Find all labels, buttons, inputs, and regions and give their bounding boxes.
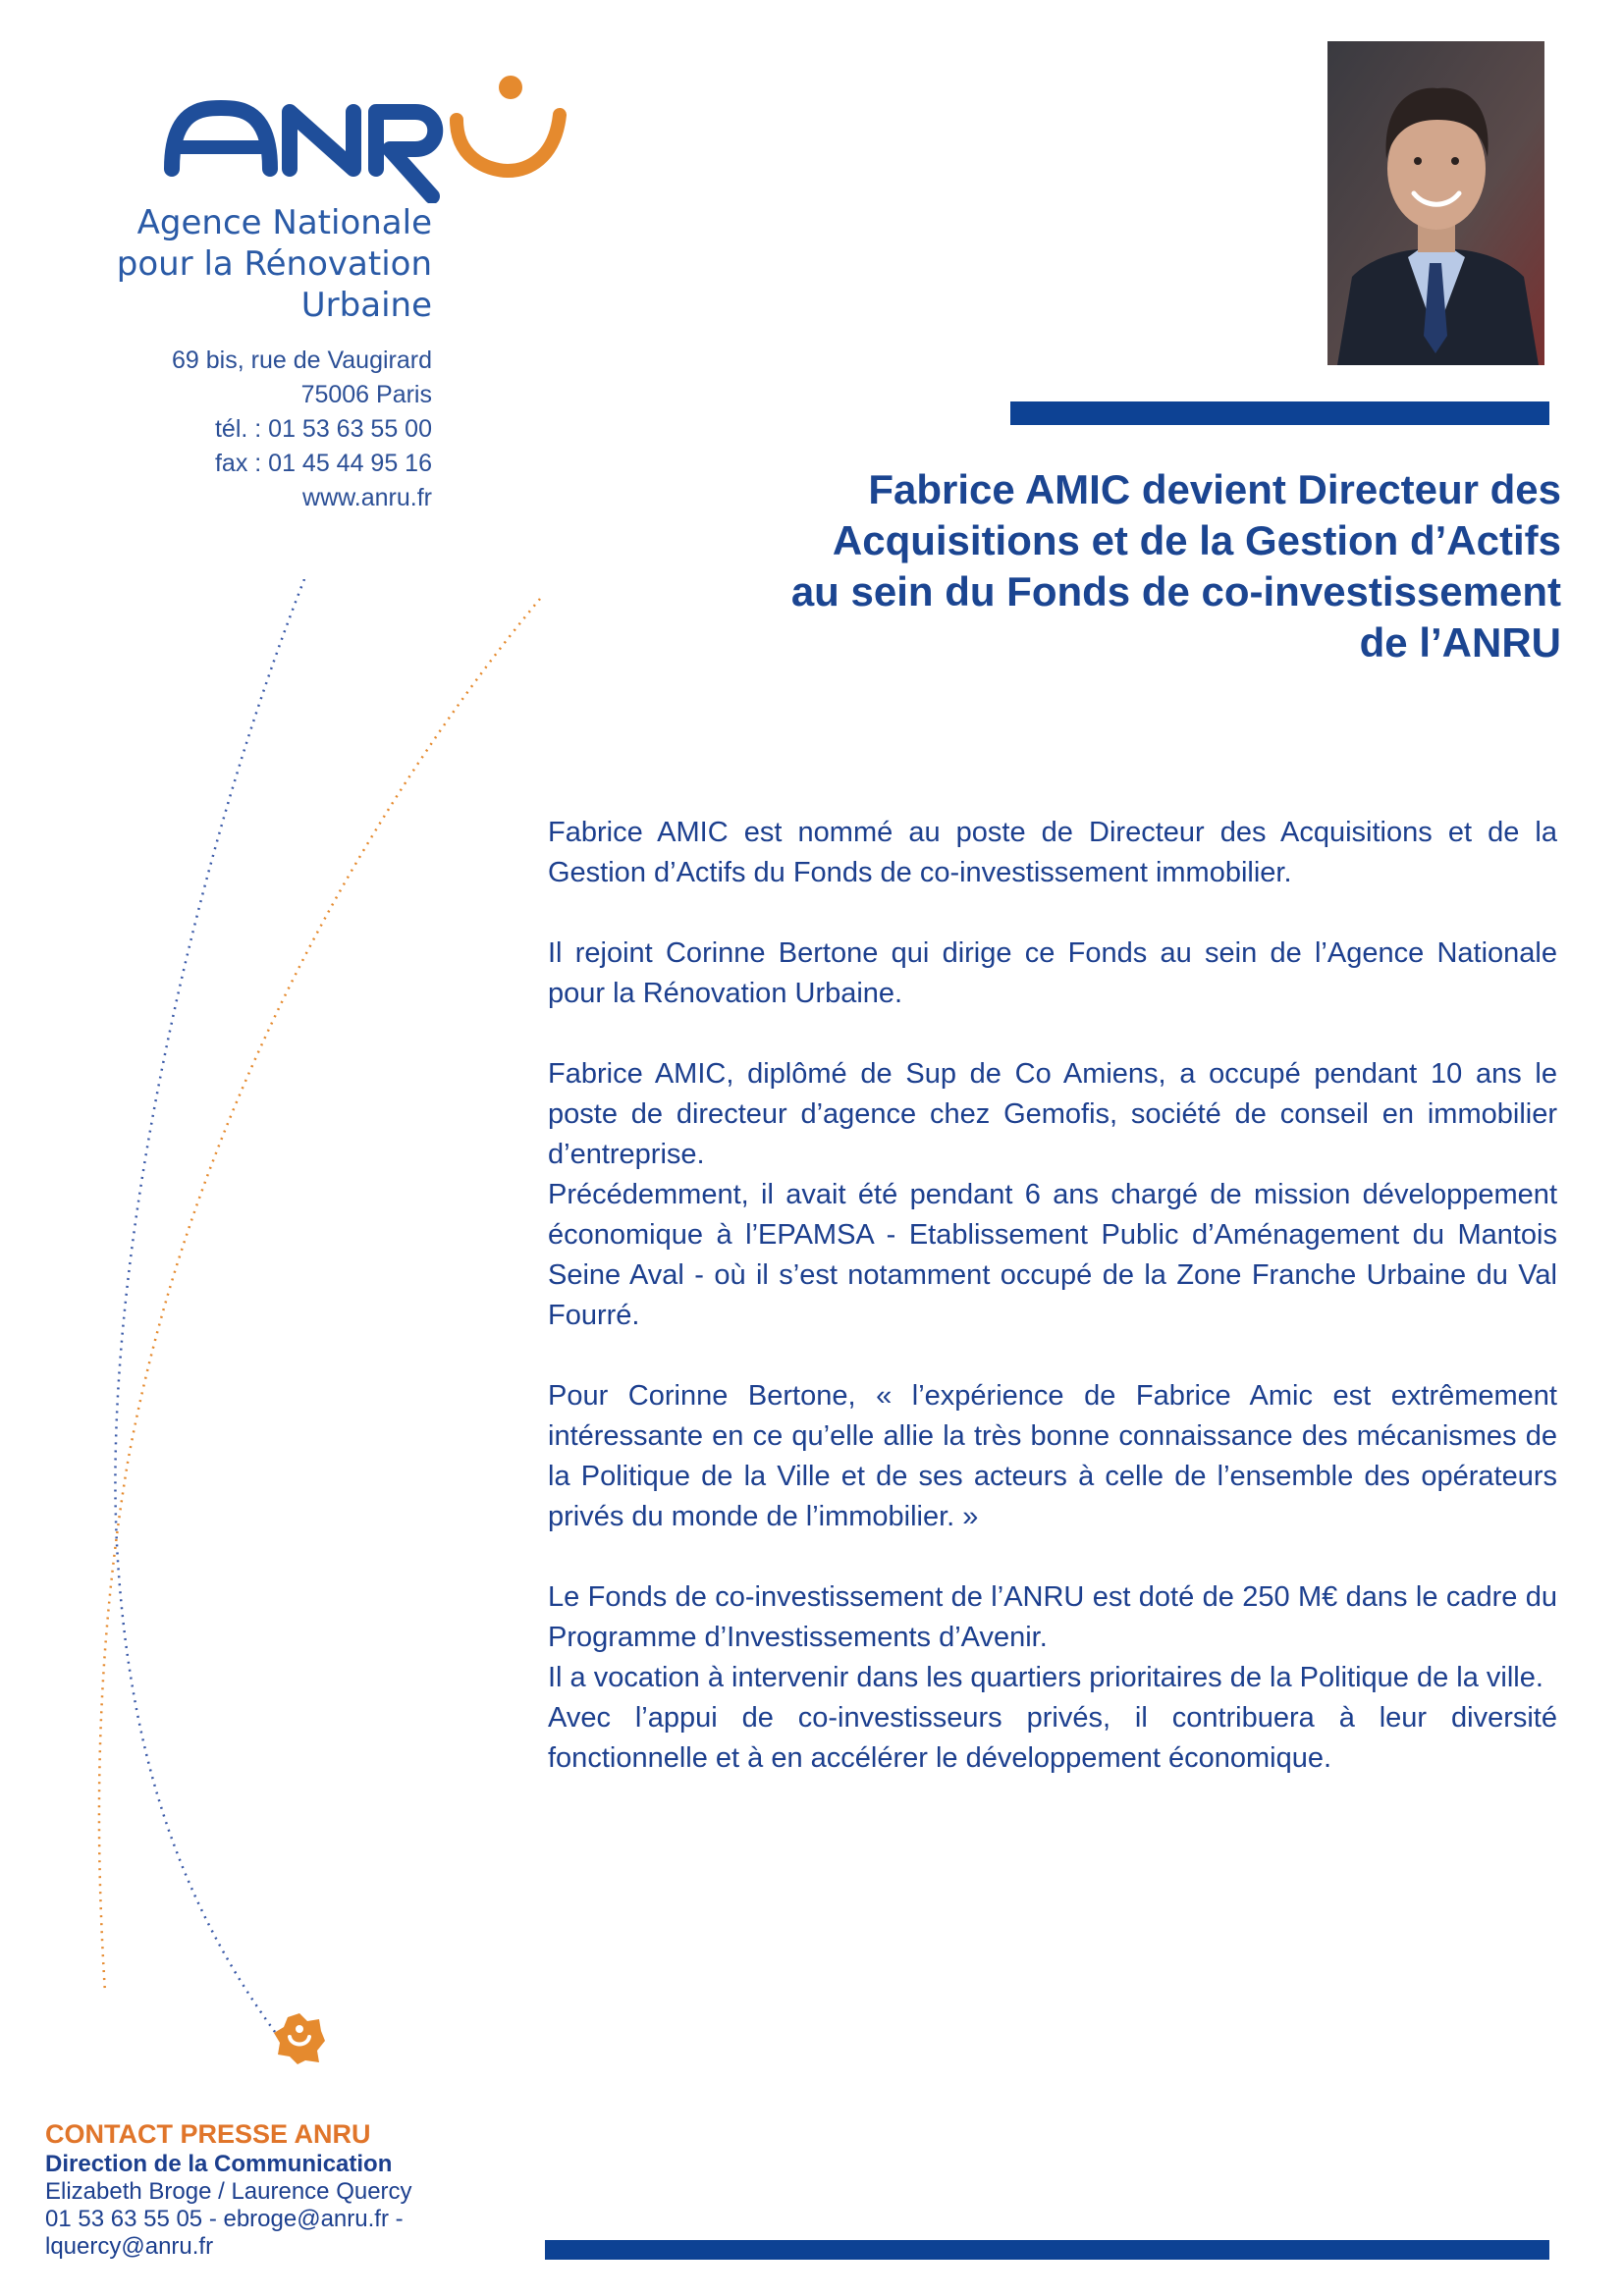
body-paragraph: Il a vocation à intervenir dans les quartiers prioritaires de la Politique de la ville. (548, 1662, 1543, 1693)
body-paragraph: Précédemment, il avait été pendant 6 ans chargé de mission développement économique à l’EPAMSA - Etablissement Public d’Aménagement du Mantois Seine Aval - où il s’est notamment occupé de la Zone Franche Urbaine du Val Fourré. (548, 1179, 1557, 1331)
address-website[interactable]: www.anru.fr (302, 484, 432, 511)
contact-names: Elizabeth Broge / Laurence Quercy (45, 2178, 412, 2205)
portrait-photo (1327, 41, 1544, 365)
headline-line: Acquisitions et de la Gestion d’Actifs (832, 517, 1561, 563)
header-rule (1010, 401, 1549, 425)
headline-line: Fabrice AMIC devient Directeur des (868, 466, 1561, 512)
contact-line[interactable]: lquercy@anru.fr (45, 2233, 214, 2260)
body-paragraph: Fabrice AMIC est nommé au poste de Directeur des Acquisitions et de la Gestion d’Actifs du Fonds de co-investissement immobilier. (548, 817, 1557, 888)
body-paragraph: Avec l’appui de co-investisseurs privés, il contribuera à leur diversité fonctionnelle et à en accélérer le développement économique. (548, 1702, 1557, 1774)
agency-name-line: Agence Nationale (136, 203, 432, 242)
agency-name-line: Urbaine (300, 286, 432, 325)
france-map-icon (272, 2011, 327, 2066)
agency-name (39, 202, 432, 326)
decorative-curves (79, 579, 569, 2052)
footer-rule (545, 2240, 1549, 2260)
headline (687, 464, 1561, 668)
body-paragraph: Pour Corinne Bertone, « l’expérience de Fabrice Amic est extrêmement intéressante en ce qu’elle allie la très bonne connaissance des mécanismes de la Politique de la Ville et de ses acteurs à celle de l’ensemble des opérateurs privés du monde de l’immobilier. » (548, 1380, 1557, 1532)
contact-department: Direction de la Communication (45, 2151, 393, 2177)
contact-title: CONTACT PRESSE ANRU (45, 2119, 371, 2149)
address-block (39, 344, 432, 515)
address-phone: tél. : 01 53 63 55 00 (214, 415, 432, 443)
body-paragraph: Le Fonds de co-investissement de l’ANRU est doté de 250 M€ dans le cadre du Programme d’Investissements d’Avenir. (548, 1581, 1557, 1653)
anru-logo (162, 71, 594, 203)
address-city: 75006 Paris (300, 381, 432, 408)
press-contact (45, 2117, 556, 2261)
headline-line: de l’ANRU (1359, 619, 1561, 666)
address-fax: fax : 01 45 44 95 16 (214, 450, 432, 477)
agency-name-line: pour la Rénovation (116, 244, 432, 284)
body-paragraph: Il rejoint Corinne Bertone qui dirige ce Fonds au sein de l’Agence Nationale pour la Rénovation Urbaine. (548, 937, 1557, 1009)
contact-line[interactable]: 01 53 63 55 05 - ebroge@anru.fr - (45, 2206, 404, 2232)
address-street: 69 bis, rue de Vaugirard (172, 347, 432, 374)
headline-line: au sein du Fonds de co-investissement (790, 568, 1561, 614)
press-release-body (548, 813, 1557, 1779)
body-paragraph: Fabrice AMIC, diplômé de Sup de Co Amiens, a occupé pendant 10 ans le poste de directeur d’agence chez Gemofis, société de conseil en immobilier d’entreprise. (548, 1058, 1557, 1170)
